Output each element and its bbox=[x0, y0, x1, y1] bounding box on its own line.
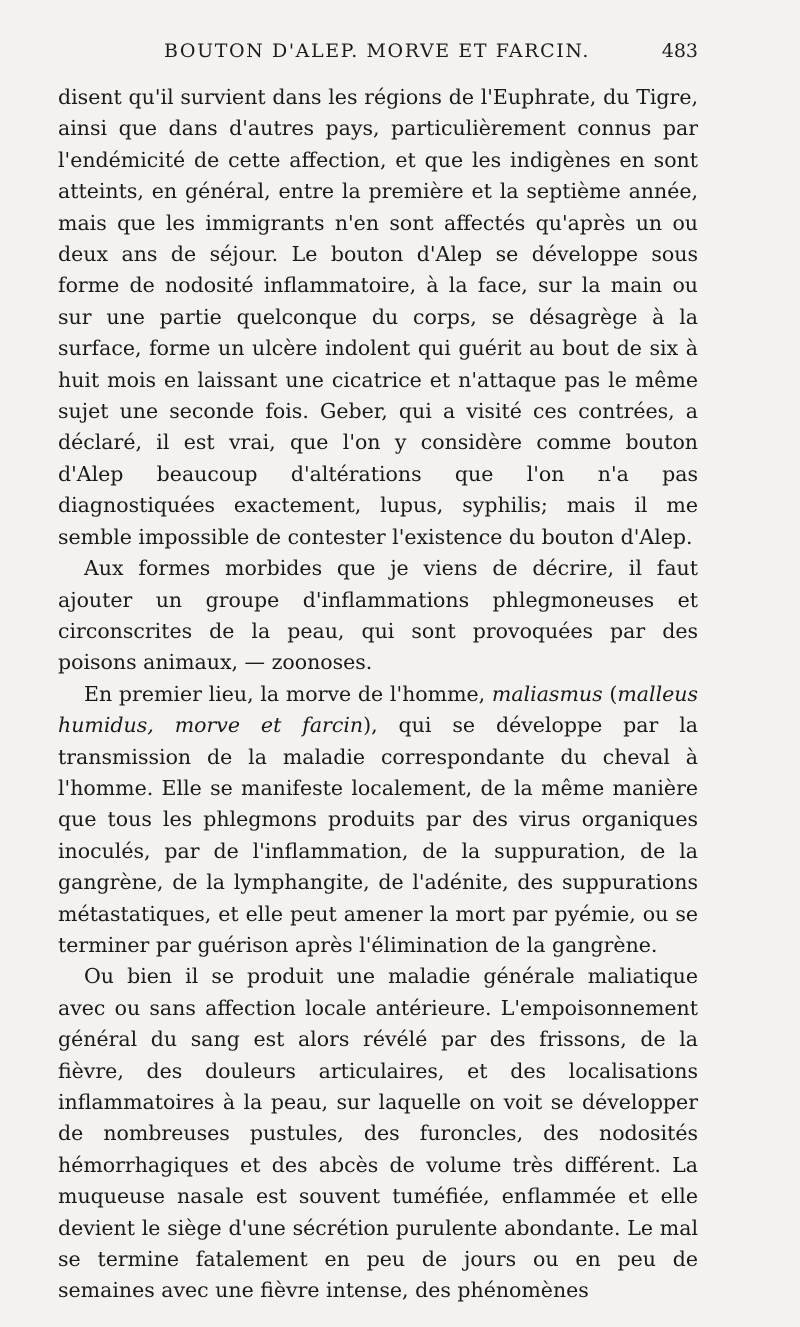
paragraph-4: Ou bien il se produit une maladie générale maliatique avec ou sans affection locale antérieure. L'empoisonnement général du sang est alors révélé par des frissons, de la fièvre, des douleurs articulaires, et des localisations inflammatoires à la peau, sur laquelle on voit se développer de nombreuses pustules, des furoncles, des nodosités hémorrhagiques et des abcès de volume très différent. La muqueuse nasale est souvent tuméfiée, enflammée et elle devient le siège d'une sécrétion purulente abondante. Le mal se termine fatalement en peu de jours ou en peu de semaines avec une fièvre intense, des phénomènes bbox=[58, 964, 698, 1303]
paragraph-3-italic-synonyms: malleus humidus, morve et farcin bbox=[58, 681, 698, 738]
paragraph-3-text-after: ), qui se développe par la transmission de la maladie correspondante du cheval à l'homme. Elle se manifeste localement, de la même manière que tous les phlegmons produits par des virus organiques inoculés, par de l'inflammation, de la suppuration, de la gangrène, de la lymphangite, de l'adénite, des suppurations métastatiques, et elle peut amener la mort par pyémie, ou se terminer par guérison après l'élimination de la gangrène. bbox=[58, 713, 698, 957]
paragraph-3 bbox=[58, 679, 698, 962]
running-title: BOUTON D'ALEP. MORVE ET FARCIN. bbox=[163, 40, 591, 62]
running-head bbox=[56, 40, 698, 70]
page-number: 483 bbox=[661, 40, 698, 62]
paragraph-1: disent qu'il survient dans les régions de l'Euphrate, du Tigre, ainsi que dans d'autres pays, particulièrement connus par l'endémicité de cette affection, et que les indigènes en sont atteints, en général, entre la première et la septième année, mais que les immigrants n'en sont affectés qu'après un ou deux ans de séjour. Le bouton d'Alep se développe sous forme de nodosité inflammatoire, à la face, sur la main ou sur une partie quelconque du corps, se désagrège à la surface, forme un ulcère indolent qui guérit au bout de six à huit mois en laissant une cicatrice et n'attaque pas le même sujet une seconde fois. Geber, qui a visité ces contrées, a déclaré, il est vrai, que l'on y considère comme bouton d'Alep beaucoup d'altérations que l'on n'a pas diagnostiquées exactement, lupus, syphilis; mais il me semble impossible de contester l'existence du bouton d'Alep. bbox=[58, 85, 698, 549]
paragraph-3-text-before: En premier lieu, la morve de l'homme, bbox=[84, 681, 492, 706]
paragraph-3-italic-term: maliasmus bbox=[491, 681, 603, 706]
body-text bbox=[58, 82, 698, 1307]
paragraph-2: Aux formes morbides que je viens de décrire, il faut ajouter un groupe d'inflammations phlegmoneuses et circonscrites de la peau, qui sont provoquées par des poisons animaux, — zoonoses. bbox=[58, 556, 698, 675]
paragraph-3-text-mid: ( bbox=[602, 681, 618, 706]
